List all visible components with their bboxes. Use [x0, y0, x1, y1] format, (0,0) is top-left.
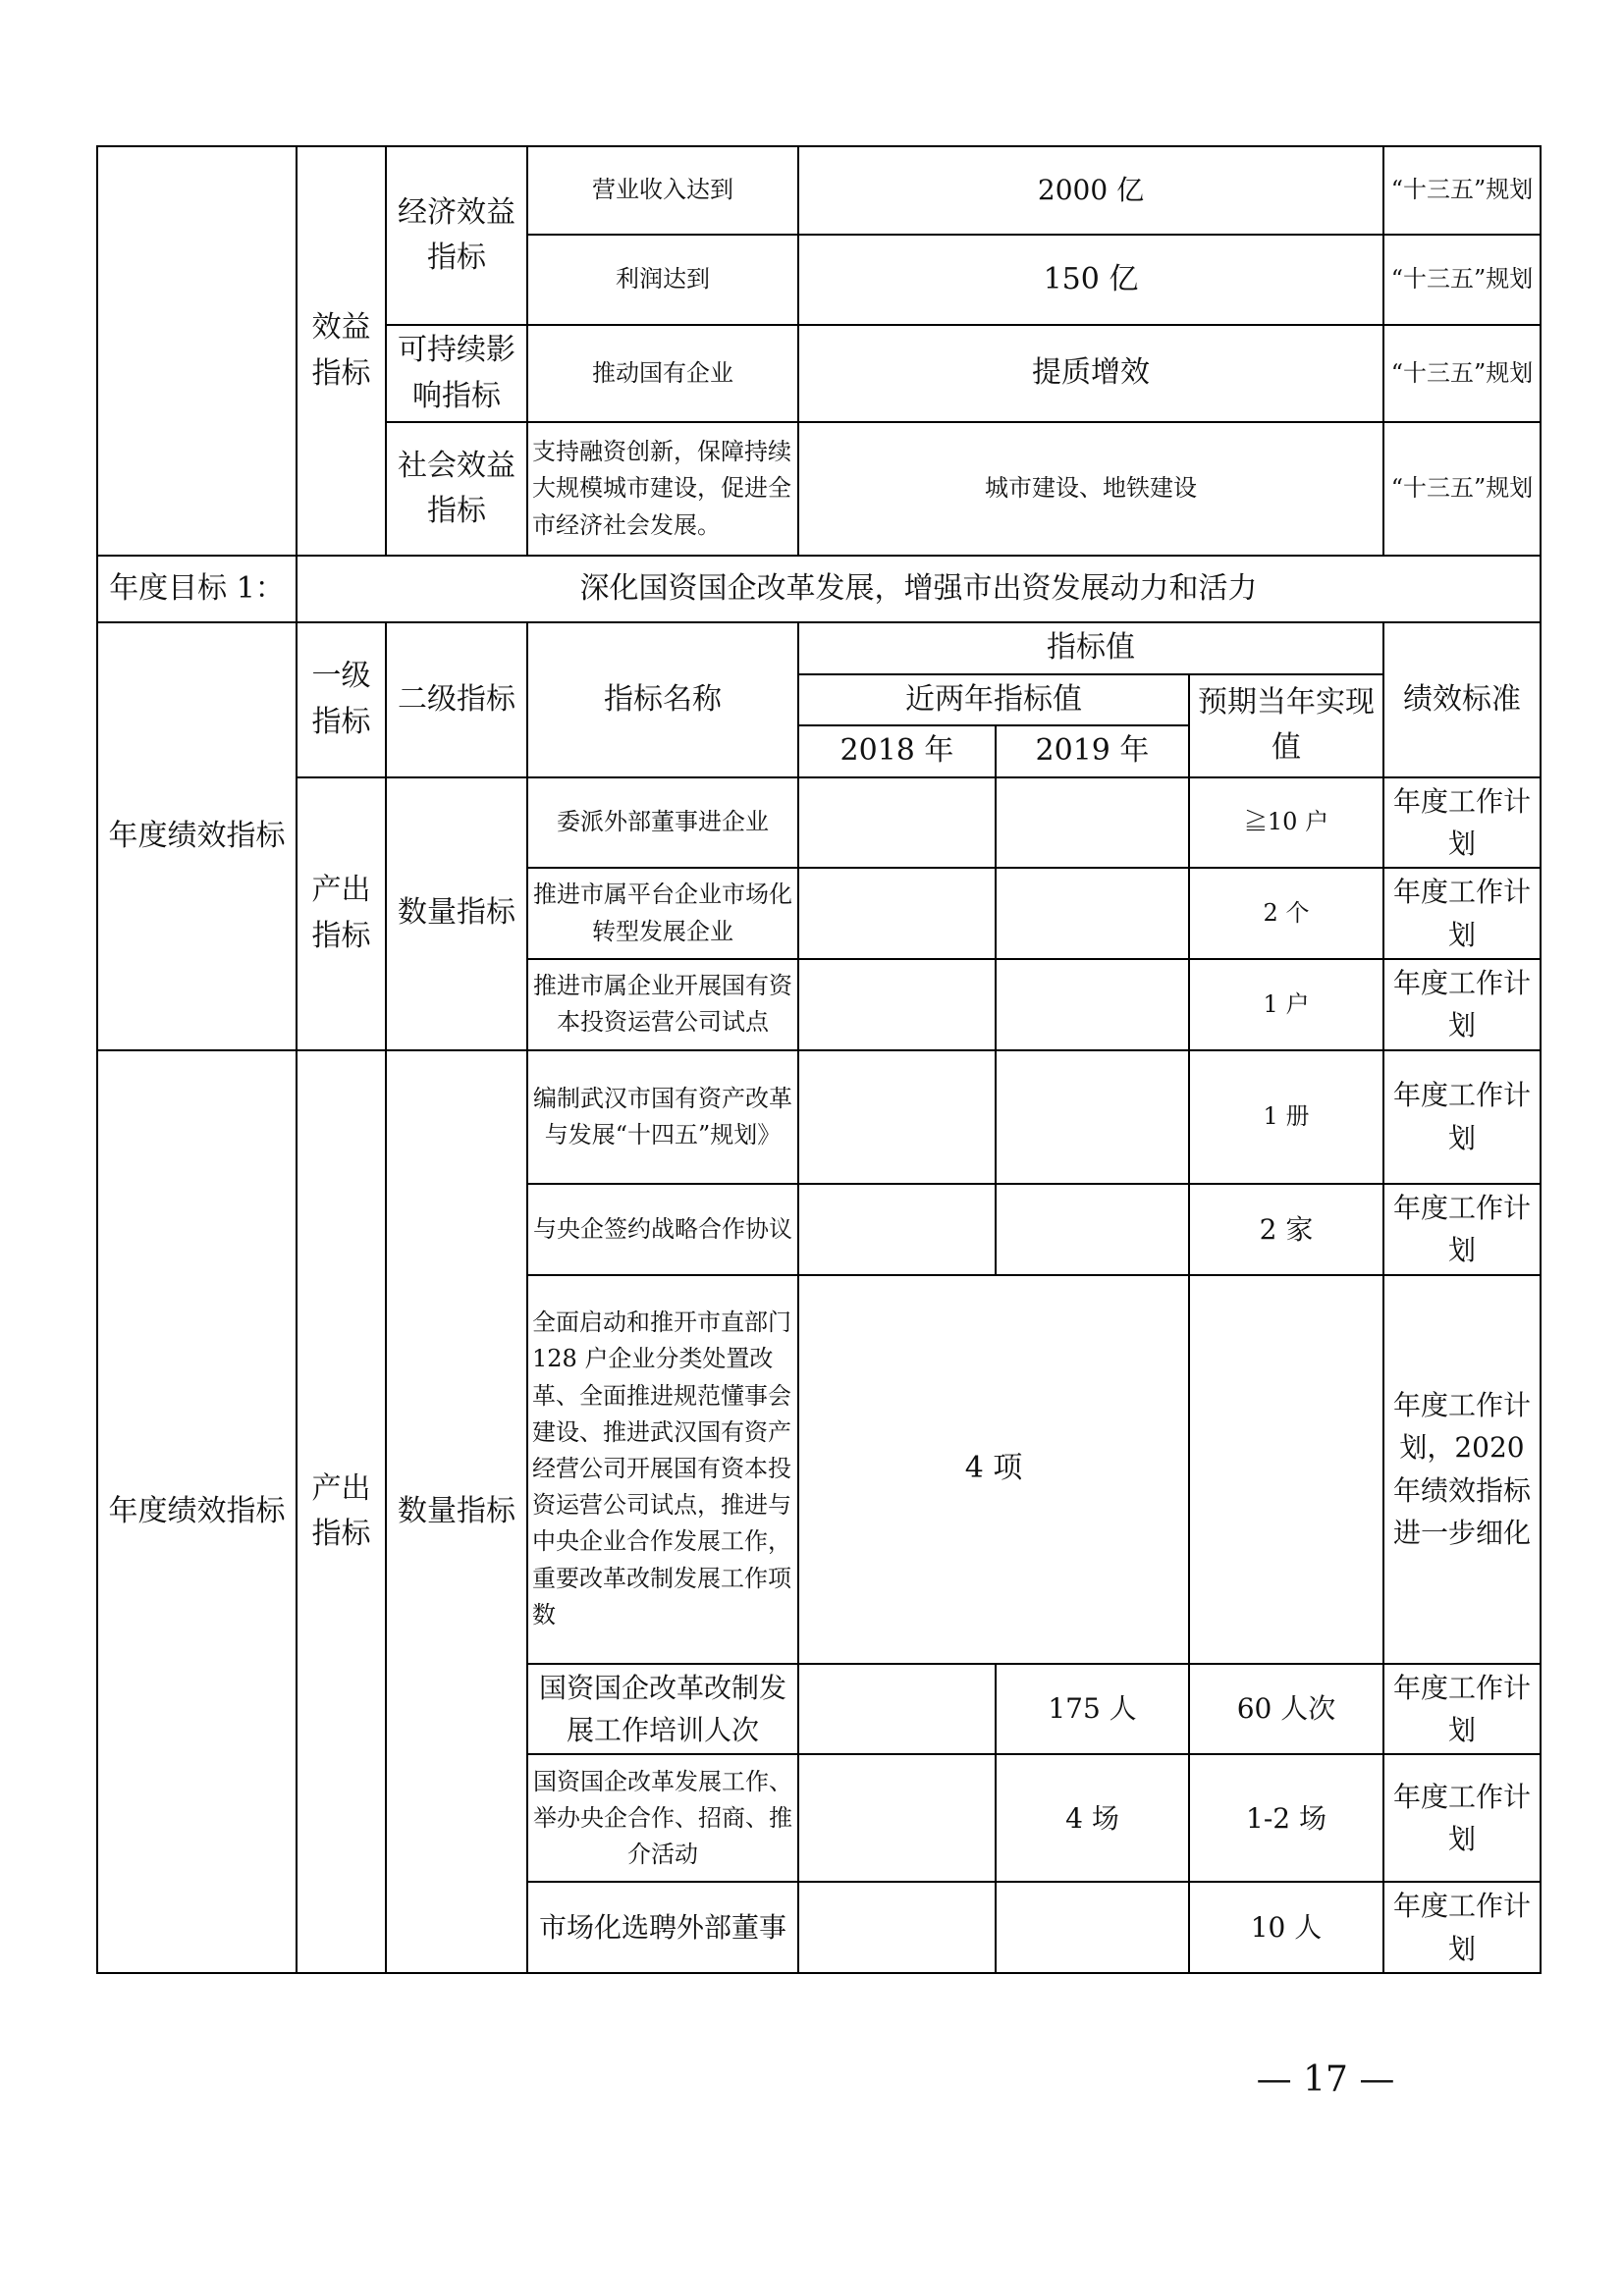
value-2019 — [996, 1050, 1189, 1184]
indicator-name: 市场化选聘外部董事 — [527, 1882, 798, 1973]
indicator-name: 委派外部董事进企业 — [527, 777, 798, 869]
level2-cell: 数量指标 — [386, 1050, 527, 1973]
level1-cell: 产出指标 — [297, 1050, 386, 1973]
annual-indicator-cell: 年度绩效指标 — [97, 622, 297, 1050]
standard-cell: 年度工作计划 — [1383, 1664, 1541, 1755]
indicator-name: 推进市属平台企业市场化转型发展企业 — [527, 868, 798, 959]
level1-cell: 产出指标 — [297, 777, 386, 1050]
indicator-value: 150 亿 — [798, 235, 1383, 325]
value-2019 — [996, 1882, 1189, 1973]
expected-value: 2 家 — [1189, 1184, 1383, 1275]
table-row — [97, 1050, 1541, 1184]
standard-cell: 年度工作计划 — [1383, 1882, 1541, 1973]
indicator-name: 编制武汉市国有资产改革与发展“十四五”规划》 — [527, 1050, 798, 1184]
value-2019: 4 场 — [996, 1754, 1189, 1882]
sustain-indicator-cell: 可持续影响指标 — [386, 325, 527, 422]
level2-cell: 数量指标 — [386, 777, 527, 1050]
annual-indicator-cell: 年度绩效指标 — [97, 1050, 297, 1973]
standard-cell: 年度工作计划 — [1383, 1050, 1541, 1184]
value-2019 — [996, 959, 1189, 1050]
standard-cell: “十三五”规划 — [1383, 325, 1541, 422]
benefit-indicator-cell: 效益指标 — [297, 146, 386, 556]
table-row — [97, 146, 1541, 235]
value-2018 — [798, 1754, 996, 1882]
value-2019 — [996, 777, 1189, 869]
value-2019 — [996, 1184, 1189, 1275]
expected-value: 10 人 — [1189, 1882, 1383, 1973]
expected-value: 60 人次 — [1189, 1664, 1383, 1755]
value-header: 指标值 — [798, 622, 1383, 674]
value-2018 — [798, 777, 996, 869]
header-row — [97, 622, 1541, 674]
econ-indicator-cell: 经济效益指标 — [386, 146, 527, 325]
indicator-value: 城市建设、地铁建设 — [798, 422, 1383, 556]
indicator-name: 与央企签约战略合作协议 — [527, 1184, 798, 1275]
goal-text: 深化国资国企改革发展，增强市出资发展动力和活力 — [297, 556, 1541, 622]
value-2018 — [798, 1184, 996, 1275]
standard-cell: 年度工作计划，2020 年绩效指标进一步细化 — [1383, 1275, 1541, 1664]
standard-header: 绩效标准 — [1383, 622, 1541, 777]
standard-cell: 年度工作计划 — [1383, 1184, 1541, 1275]
expected-value: ≧10 户 — [1189, 777, 1383, 869]
expected-value: 1 册 — [1189, 1050, 1383, 1184]
indicator-name: 营业收入达到 — [527, 146, 798, 235]
indicator-name: 推进市属企业开展国有资本投资运营公司试点 — [527, 959, 798, 1050]
indicator-value: 提质增效 — [798, 325, 1383, 422]
goal-row — [97, 556, 1541, 622]
performance-table — [96, 145, 1542, 1974]
expected-value: 2 个 — [1189, 868, 1383, 959]
year-2018-header: 2018 年 — [798, 725, 996, 777]
indicator-name: 支持融资创新，保障持续大规模城市建设，促进全市经济社会发展。 — [527, 422, 798, 556]
standard-cell: 年度工作计划 — [1383, 777, 1541, 869]
value-2018 — [798, 868, 996, 959]
blank-cell — [97, 146, 297, 556]
expected-value: 1 户 — [1189, 959, 1383, 1050]
recent-header: 近两年指标值 — [798, 674, 1189, 726]
indicator-value: 2000 亿 — [798, 146, 1383, 235]
standard-cell: “十三五”规划 — [1383, 235, 1541, 325]
merged-value: 4 项 — [798, 1275, 1189, 1664]
indicator-name: 推动国有企业 — [527, 325, 798, 422]
expected-value — [1189, 1275, 1383, 1664]
standard-cell: 年度工作计划 — [1383, 1754, 1541, 1882]
value-2019 — [996, 868, 1189, 959]
value-2018 — [798, 1664, 996, 1755]
standard-cell: “十三五”规划 — [1383, 422, 1541, 556]
indicator-name: 国资国企改革发展工作、举办央企合作、招商、推介活动 — [527, 1754, 798, 1882]
value-2018 — [798, 959, 996, 1050]
indicator-name: 利润达到 — [527, 235, 798, 325]
year-2019-header: 2019 年 — [996, 725, 1189, 777]
goal-label: 年度目标 1： — [97, 556, 297, 622]
social-indicator-cell: 社会效益指标 — [386, 422, 527, 556]
level2-header: 二级指标 — [386, 622, 527, 777]
page-number: — 17 — — [1256, 2059, 1395, 2100]
standard-cell: 年度工作计划 — [1383, 868, 1541, 959]
expected-header: 预期当年实现值 — [1189, 674, 1383, 777]
table-row — [97, 777, 1541, 869]
value-2018 — [798, 1050, 996, 1184]
name-header: 指标名称 — [527, 622, 798, 777]
value-2019: 175 人 — [996, 1664, 1189, 1755]
standard-cell: 年度工作计划 — [1383, 959, 1541, 1050]
level1-header: 一级指标 — [297, 622, 386, 777]
indicator-name: 全面启动和推开市直部门 128 户企业分类处置改革、全面推进规范懂事会建设、推进武汉国有资产经营公司开展国有资本投资运营公司试点，推进与中央企业合作发展工作，重要改革改制发展工作项数 — [527, 1275, 798, 1664]
standard-cell: “十三五”规划 — [1383, 146, 1541, 235]
expected-value: 1-2 场 — [1189, 1754, 1383, 1882]
indicator-name: 国资国企改革改制发展工作培训人次 — [527, 1664, 798, 1755]
value-2018 — [798, 1882, 996, 1973]
